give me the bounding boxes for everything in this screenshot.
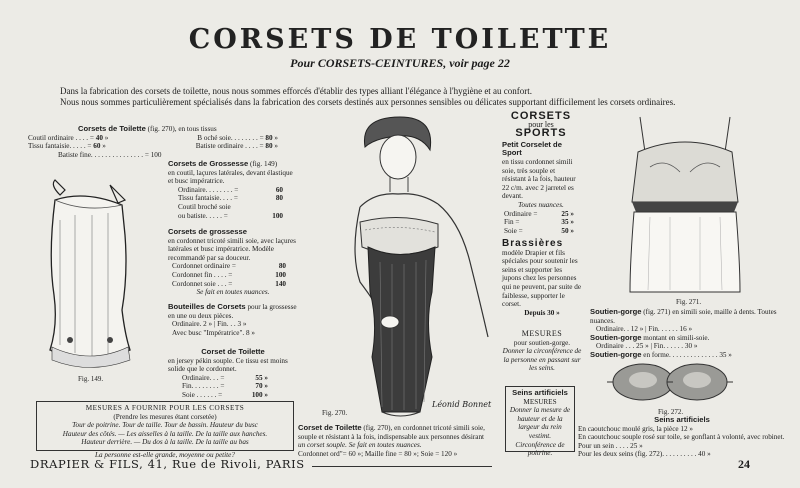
price-value: 40 bbox=[95, 133, 103, 142]
mesures-line-3: Hauteur derrière. — Du dos à la taille. De la taille au bas bbox=[81, 438, 249, 447]
bouteilles-line-1: Ordinaire. 2 » | Fin. . . 3 » bbox=[172, 320, 247, 329]
price-label: Batiste ordinaire . . . . = bbox=[195, 142, 264, 151]
price-label: Fin. . . . . . . . = bbox=[182, 382, 225, 391]
page-subtitle: Pour CORSETS-CEINTURES, voir page 22 bbox=[290, 56, 510, 70]
grossesse2-note: Se fait en toutes nuances. bbox=[196, 288, 270, 297]
price-label: Ordinaire. . . = bbox=[182, 373, 225, 382]
seins-line-1: En caoutchouc moulé gris, la pièce 12 » bbox=[578, 424, 693, 433]
grossesse-section-1 bbox=[168, 160, 298, 220]
fig149-label: Fig. 149. bbox=[78, 375, 104, 383]
fig270-label: Fig. 270. bbox=[322, 409, 348, 417]
bouteilles-note: pour la grossesse en une ou deux pièces. bbox=[168, 303, 297, 320]
fig270-caption-line-4: Cordonnet ord"= 60 »; Maille fine = 80 »; Soie = 120 » bbox=[298, 449, 458, 458]
price-label: Soie = bbox=[504, 226, 523, 235]
footer-publisher: DRAPIER & FILS, 41, Rue de Rivoli, PARIS bbox=[30, 457, 305, 471]
price-row bbox=[172, 262, 286, 271]
price-label: Cordonnet soie . . . = bbox=[172, 279, 233, 288]
intro-paragraph-2: Nous nous sommes particulièrement spécialisés dans la fabrication des corsets destinés aux personnes sensibles ou délicates supportant difficilement les corsets ordinaires. bbox=[60, 97, 676, 107]
seins-heading: Seins artificiels bbox=[654, 415, 710, 424]
price-row bbox=[182, 382, 268, 391]
price-row bbox=[178, 212, 283, 221]
corset-toilette-desc: en jersey pékin souple. Ce tissu est moins solide que le cordonnet. bbox=[168, 356, 288, 374]
sports-subheading: Petit Corselet de Sport bbox=[502, 139, 562, 158]
bouteilles-section bbox=[168, 303, 303, 337]
corsets-toilette-heading: Corsets de Toilette bbox=[78, 124, 146, 133]
price-label: Fin = bbox=[504, 218, 520, 227]
price-row bbox=[504, 210, 574, 219]
price-row bbox=[182, 391, 268, 400]
price-row bbox=[178, 194, 283, 203]
mesures-sg-desc: Donner la circonférence de la personne en passant sur les seins. bbox=[502, 347, 582, 373]
mesures-corsets-box bbox=[36, 401, 294, 451]
corsets-toilette-section bbox=[28, 125, 288, 159]
mesures-title: MESURES A FOURNIR POUR LES CORSETS bbox=[85, 404, 245, 412]
brassieres-title: Brassières bbox=[502, 238, 564, 249]
price-value: 100 bbox=[275, 270, 286, 279]
price-label: Tissu fantaisie. . . . = bbox=[178, 194, 238, 203]
mesures-line-1: Tour de poitrine. Tour de taille. Tour de bassin. Hauteur du busc bbox=[72, 421, 258, 430]
seins-line-2: En caoutchouc souple rosé sur toile, se gonflant à volonté, avec robinet. Pour un sein . . . . 25 » bbox=[578, 433, 785, 450]
price-label: Tissu fantaisie. . . . . = bbox=[28, 142, 92, 151]
price-value: 140 bbox=[275, 279, 286, 288]
mesures-soutien-gorge bbox=[502, 330, 582, 373]
sg2-heading: Soutien-gorge bbox=[590, 332, 642, 342]
corset-illustration-fig149 bbox=[30, 175, 140, 375]
price-value: 70 » bbox=[255, 382, 268, 391]
grossesse-heading: Corsets de Grossesse bbox=[168, 159, 249, 168]
price-row bbox=[178, 203, 283, 212]
sg3-heading: Soutien-gorge bbox=[590, 349, 642, 359]
intro-paragraph-1: Dans la fabrication des corsets de toilette, nous nous sommes efforcés d'établir des types alliant l'élégance à l'hygiène et au confort. bbox=[60, 86, 533, 96]
fig270-caption-line-3: un corset souple. Se fait en toutes nuances. bbox=[298, 441, 422, 450]
seins-box-desc: Donner la mesure de hauteur et de la largeur du rein vestimt. Circonférence de poitrine. bbox=[509, 406, 571, 458]
seins-artificiels-box bbox=[505, 386, 575, 458]
price-value: 80 bbox=[265, 133, 273, 142]
mesures-sg-title: MESURES bbox=[521, 329, 563, 338]
price-row bbox=[504, 227, 574, 236]
fig270-caption-line-1: (fig. 270), en cordonnet tricoté simili soie, bbox=[363, 424, 485, 432]
fig270-caption bbox=[298, 424, 508, 458]
price-label: ou batiste. . . . . = bbox=[178, 211, 228, 220]
fig271-label: Fig. 271. bbox=[676, 298, 702, 306]
price-label: Soie . . . . . . = bbox=[182, 390, 223, 399]
brassieres-price: Depuis 30 » bbox=[524, 308, 560, 317]
seins-line-3: Pour les deux seins (fig. 272). . . . . . . . . . 40 » bbox=[578, 450, 711, 459]
fig272-label: Fig. 272. bbox=[658, 408, 684, 416]
price-value: 80 bbox=[275, 194, 283, 203]
woman-corset-illustration-fig270 bbox=[320, 112, 500, 424]
price-label: Ordinaire = bbox=[504, 209, 538, 218]
price-row bbox=[172, 271, 286, 280]
grossesse-desc: en coutil, laçures latérales, devant élastique et busc impératrice. bbox=[168, 168, 293, 186]
price-row bbox=[178, 186, 283, 195]
price-row bbox=[172, 280, 286, 289]
fig270-caption-heading: Corset de Toilette bbox=[298, 423, 362, 432]
brassieres-desc: modèle Drapier et fils spéciales pour soutenir les seins et supporter les jupons chez les personnes qui ne peuvent, par suite de faiblesse, supporter le corset. bbox=[502, 248, 582, 309]
price-label: B oché soie. . . . . . . . = bbox=[197, 133, 264, 142]
sports-desc: en tissu cordonnet simili soie, très souple et résistant à la fois, hauteur 22 c/m. avec 2 jarretel es devant. bbox=[502, 157, 576, 201]
intro-text bbox=[40, 86, 785, 108]
seins-box-sub: MESURES bbox=[523, 397, 557, 406]
sg1-desc: (fig. 271) en simili soie, maille à dents. Toutes nuances. bbox=[590, 308, 777, 325]
corset-toilette-jersey-section bbox=[168, 348, 298, 400]
sg3-desc: en forme. . . . . . . . . . . . . . 35 » bbox=[643, 350, 732, 359]
grossesse2-heading: Corsets de grossesse bbox=[168, 227, 247, 236]
price-label: Cordonnet fin . . . . = bbox=[172, 270, 233, 279]
corsets-toilette-note: (fig. 270), en tous tissus bbox=[147, 125, 217, 133]
price-row bbox=[504, 218, 574, 227]
price-row: Coutil ordinaire . . . . = 40 » B oché soie. . . . . . . . = 80 » bbox=[28, 133, 278, 142]
grossesse2-desc: en cordonnet tricoté simili soie, avec laçures latérales et busc impératrice. Modèle recommandé par sa douceur. bbox=[168, 236, 296, 262]
price-value: 55 » bbox=[255, 373, 268, 382]
artist-signature: Léonid Bonnet bbox=[432, 400, 492, 409]
price-value: 60 bbox=[275, 185, 283, 194]
price-row: Batiste fine. . . . . . . . . . . . . . . = 100 bbox=[58, 150, 162, 159]
sports-title-1: CORSETS bbox=[510, 110, 572, 122]
sg1-price: Ordinaire. . 12 » | Fin. . . . . . 16 » bbox=[596, 325, 693, 334]
page-number: 24 bbox=[738, 457, 750, 471]
sg2-desc: montant en simili-soie. bbox=[643, 333, 710, 342]
sg1-heading: Soutien-gorge bbox=[590, 307, 642, 316]
price-label: Coutil ordinaire . . . . = bbox=[28, 133, 94, 142]
price-value: 100 bbox=[272, 211, 283, 220]
mesures-subtitle: (Prendre les mesures étant corsetée) bbox=[113, 412, 217, 421]
seins-artificiels-section bbox=[578, 416, 786, 459]
price-row: Tissu fantaisie. . . . . = 60 » Batiste ordinaire . . . . = 80 » bbox=[28, 142, 278, 151]
mesures-sg-sub: pour soutien-gorge. bbox=[513, 338, 571, 347]
mesures-line-2: Hauteur des côtés. — Les aisselles à la taille. De la taille aux hanches. bbox=[62, 429, 268, 438]
soutien-gorge-section bbox=[590, 308, 785, 360]
price-value: 80 bbox=[278, 262, 286, 271]
seins-artificiels-illustration-fig272 bbox=[605, 360, 735, 405]
price-row bbox=[182, 374, 268, 383]
brassiere-illustration-fig271 bbox=[610, 112, 760, 297]
brassieres-section bbox=[502, 240, 582, 317]
price-value: 80 bbox=[265, 142, 273, 151]
price-value: 25 » bbox=[561, 209, 574, 218]
mesures-line-4: La personne est-elle grande, moyenne ou petite? bbox=[95, 451, 235, 459]
sports-title-3: SPORTS bbox=[515, 127, 567, 140]
page-title: CORSETS DE TOILETTE bbox=[188, 24, 612, 55]
grossesse-note: (fig. 149) bbox=[250, 160, 278, 168]
bouteilles-line-2: Avec busc "Impératrice". 8 » bbox=[172, 328, 255, 337]
price-label: Ordinaire. . . . . . . . = bbox=[178, 185, 239, 194]
bouteilles-heading: Bouteilles de Corsets bbox=[168, 302, 246, 311]
fig270-caption-line-2: souple et résistant à la fois, indispensable aux personnes désirant bbox=[298, 432, 485, 441]
price-value: 100 » bbox=[251, 390, 268, 399]
grossesse-section-2 bbox=[168, 228, 298, 297]
sports-section bbox=[502, 112, 580, 235]
price-label: Coutil broché soie bbox=[178, 202, 231, 211]
price-value: 60 bbox=[93, 142, 101, 151]
sg2-price: Ordinaire . . . 25 » | Fin. . . . . . 30 » bbox=[596, 342, 698, 351]
price-label: Cordonnet ordinaire = bbox=[172, 262, 236, 271]
sports-title-2: pour les bbox=[528, 119, 554, 129]
price-value: 50 » bbox=[561, 226, 574, 235]
seins-box-title: Seins artificiels bbox=[512, 388, 568, 397]
footer-divider bbox=[312, 466, 492, 467]
sports-note: Toutes nuances. bbox=[518, 200, 564, 209]
corset-toilette-heading: Corset de Toilette bbox=[201, 347, 265, 356]
price-value: 35 » bbox=[561, 218, 574, 227]
